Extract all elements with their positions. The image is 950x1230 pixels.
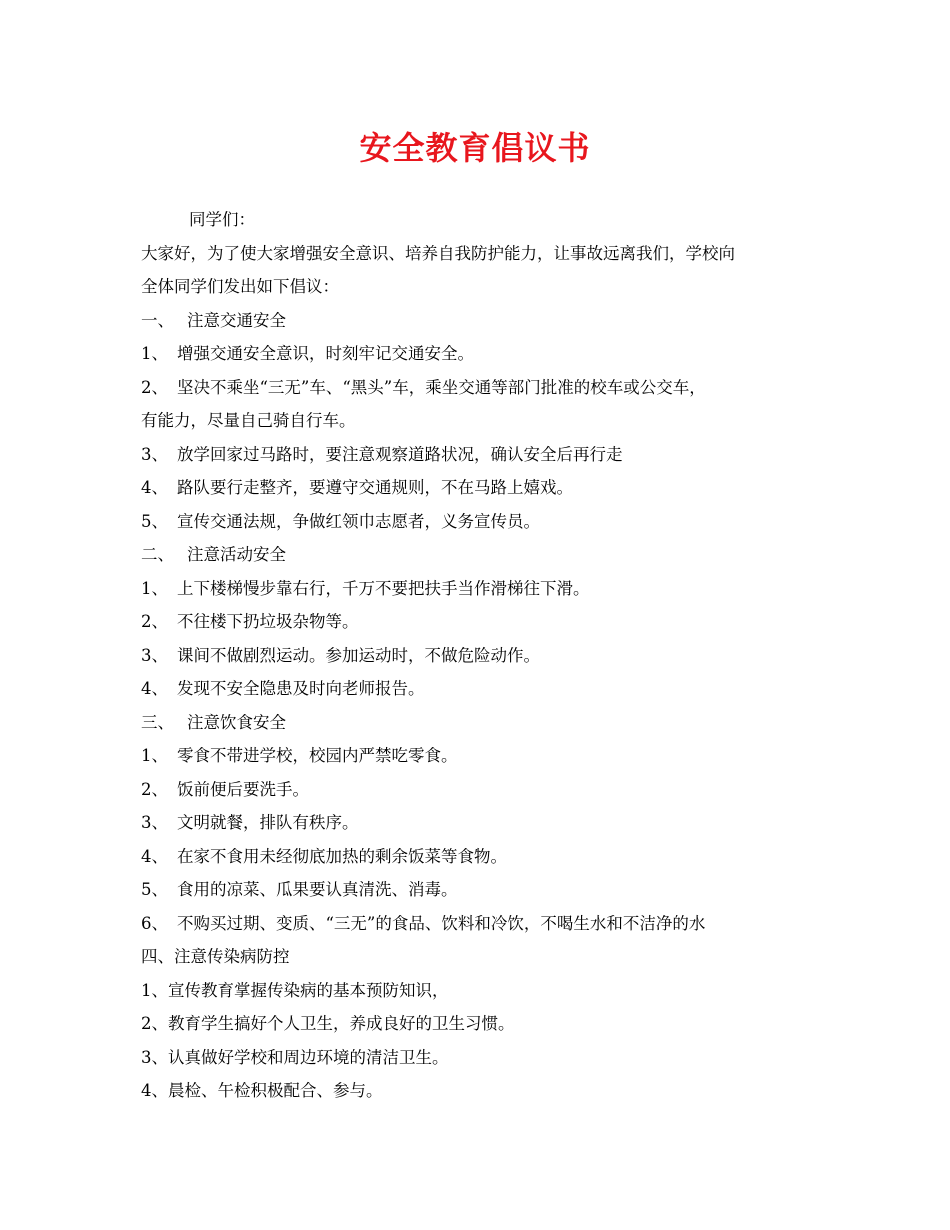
list-item: 3、认真做好学校和周边环境的清洁卫生。 (141, 1047, 449, 1067)
item-number: 4、 (141, 478, 168, 497)
list-item (141, 840, 831, 874)
list-item (141, 505, 831, 539)
section-number: 三、 (141, 712, 174, 732)
document-title: 安全教育倡议书 (359, 129, 591, 167)
item-text: 在家不食用未经彻底加热的剩余饭菜等食物。 (177, 846, 507, 866)
list-item (141, 639, 831, 673)
item-text: 饭前便后要洗手。 (177, 779, 309, 799)
item-number: 2、 (141, 779, 168, 799)
list-item-continuation: 有能力，尽量自己骑自行车。 (141, 411, 356, 430)
item-text: 食用的凉菜、瓜果要认真清洗、消毒。 (177, 880, 458, 899)
salutation: 同学们： (189, 210, 255, 229)
list-item (141, 438, 831, 472)
item-text: 放学回家过马路时，要注意观察道路状况，确认安全后再行走 (177, 444, 623, 464)
list-item: 2、教育学生搞好个人卫生，养成良好的卫生习惯。 (141, 1014, 515, 1033)
item-number: 3、 (141, 813, 168, 832)
list-item (141, 471, 831, 505)
item-number: 6、 (141, 913, 168, 933)
item-text: 坚决不乘坐“三无”车、“黑头”车，乘坐交通等部门批准的校车或公交车， (177, 377, 706, 397)
section-number: 一、 (141, 310, 174, 330)
document-body (141, 203, 831, 1108)
item-number: 4、 (141, 846, 168, 866)
item-text: 不往楼下扔垃圾杂物等。 (177, 612, 359, 631)
item-number: 2、 (141, 377, 168, 397)
list-item (141, 337, 831, 371)
list-item (141, 806, 831, 840)
section-heading (141, 706, 831, 740)
list-item: 1、宣传教育掌握传染病的基本预防知识， (141, 980, 449, 1000)
list-item: 4、晨检、午检积极配合、参与。 (141, 1081, 383, 1100)
item-text: 上下楼梯慢步靠右行，千万不要把扶手当作滑梯往下滑。 (177, 578, 590, 598)
intro-line: 全体同学们发出如下倡议： (141, 277, 339, 296)
list-item (141, 739, 831, 773)
item-text: 文明就餐，排队有秩序。 (177, 813, 359, 832)
list-item (141, 773, 831, 807)
list-item (141, 907, 831, 941)
item-text: 增强交通安全意识，时刻牢记交通安全。 (177, 344, 474, 363)
item-number: 1、 (141, 578, 168, 598)
item-number: 3、 (141, 444, 168, 464)
item-text: 零食不带进学校，校园内严禁吃零食。 (177, 746, 458, 765)
section-heading (141, 538, 831, 572)
list-item (141, 873, 831, 907)
list-item (141, 672, 831, 706)
item-number: 3、 (141, 645, 168, 665)
item-text: 宣传交通法规，争做红领巾志愿者，义务宣传员。 (177, 511, 540, 531)
list-item (141, 371, 831, 405)
section-heading (141, 304, 831, 338)
section-title: 注意活动安全 (187, 545, 286, 564)
list-item (141, 605, 831, 639)
intro-line: 大家好，为了使大家增强安全意识、培养自我防护能力，让事故远离我们，学校向 (141, 243, 735, 263)
list-item (141, 572, 831, 606)
section-title: 注意交通安全 (187, 310, 286, 330)
item-text: 路队要行走整齐，要遵守交通规则，不在马路上嬉戏。 (177, 478, 573, 497)
item-number: 5、 (141, 880, 168, 899)
item-text: 课间不做剧烈运动。参加运动时，不做危险动作。 (177, 645, 540, 665)
item-number: 2、 (141, 612, 168, 631)
section-heading: 四、注意传染病防控 (141, 947, 290, 966)
item-number: 1、 (141, 344, 168, 363)
item-number: 5、 (141, 511, 168, 531)
section-number: 二、 (141, 545, 174, 564)
item-text: 发现不安全隐患及时向老师报告。 (177, 679, 425, 698)
item-number: 4、 (141, 679, 168, 698)
item-text: 不购买过期、变质、“三无”的食品、饮料和冷饮，不喝生水和不洁净的水 (177, 913, 706, 933)
item-number: 1、 (141, 746, 168, 765)
section-title: 注意饮食安全 (187, 712, 286, 732)
